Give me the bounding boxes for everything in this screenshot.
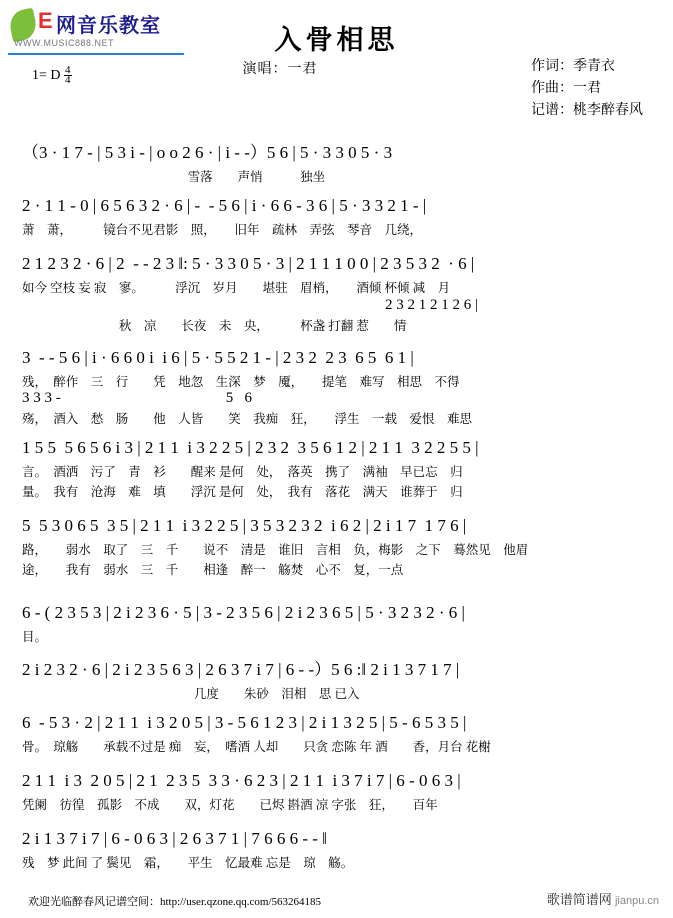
- time-denominator: 4: [65, 74, 71, 86]
- singer-credit: 演唱：一君: [242, 62, 318, 77]
- music-system-1: [0, 138, 673, 185]
- lyric-line: 如今 空枝 妄 寂 寥。 浮沉 岁月 堪驻 眉梢， 酒倾 杯倾 减 月: [22, 281, 451, 295]
- lyric-line-2: 途， 我有 弱水 三 千 相逢 醉一 觞焚 心不 复，一点: [22, 563, 404, 577]
- music-system-6: [0, 516, 673, 578]
- footer-watermark: [547, 889, 659, 908]
- lyric-line: 几度 朱砂 泪相 思 已入: [22, 687, 360, 701]
- credit-lyricist: 作词：季青衣: [531, 59, 615, 74]
- lyric-line: 言。 酒洒 污了 青 衫 醒来 是何 处， 落英 携了 满袖 早已忘 归: [22, 465, 463, 479]
- logo-url-text: WWW.MUSIC888.NET: [14, 38, 115, 48]
- time-signature: [64, 66, 72, 85]
- time-numerator: 4: [65, 64, 71, 76]
- lyric-line: 路， 弱水 取了 三 千 说不 清是 谁旧 言相 负，梅影 之下 蓦然见 他眉: [22, 543, 529, 557]
- credits-block: [531, 56, 643, 122]
- music-system-3: [0, 254, 673, 334]
- notation-line: 2 i 1 3 7 i 7 | 6 - 0 6 3 | 2 6 3 7 1 | 7 6 6 6 - - ‖: [22, 829, 327, 848]
- lyric-line: 目。: [22, 630, 48, 644]
- music-system-8: [0, 655, 673, 702]
- notation-line: 3 - - 5 6 | i · 6 6 0 i i 6 | 5 · 5 5 2 1 - | 2 3 2 2 3 6 5 6 1 |: [22, 348, 414, 367]
- lyric-line: 骨。 琼觞 承载不过是 痴 妄， 嗜酒 人却 只贪 恋陈 年 酒 香，月台 花榭: [22, 740, 491, 754]
- footer-site-name: 歌谱简谱网: [546, 892, 612, 907]
- notation-line: 1 5 5 5 6 5 6 i 3 | 2 1 1 i 3 2 2 5 | 2 3 2 3 5 6 1 2 | 2 1 1 3 2 2 5 5 |: [22, 438, 479, 457]
- music-system-9: [0, 713, 673, 755]
- notation-line: 2 · 1 1 - 0 | 6 5 6 3 2 · 6 | - - 5 6 | i · 6 6 - 3 6 | 5 · 3 3 2 1 - |: [22, 196, 427, 215]
- notation-line: 6 - ( 2 3 5 3 | 2 i 2 3 6 · 5 | 3 - 2 3 5 6 | 2 i 2 3 6 5 | 5 · 3 2 3 2 · 6 |: [22, 603, 465, 622]
- notation-line-alt: 3 3 3 - 5 6: [22, 390, 252, 406]
- music-system-11: [0, 829, 673, 871]
- music-system-7: [0, 603, 673, 645]
- notation-line: 5 5 3 0 6 5 3 5 | 2 1 1 i 3 2 2 5 | 3 5 3 2 3 2 i 6 2 | 2 i 1 7 1 7 6 |: [22, 516, 467, 535]
- lyric-line: 残 梦 此间 了 鬓见 霜， 平生 忆最难 忘是 琼 觞。: [22, 856, 354, 870]
- key-signature: [32, 66, 72, 85]
- logo-brand-text: 网音乐教室: [56, 15, 161, 37]
- notation-line: 6 - 5 3 · 2 | 2 1 1 i 3 2 0 5 | 3 - 5 6 1 2 3 | 2 i 1 3 2 5 | 5 - 6 5 3 5 |: [22, 713, 467, 732]
- footer-note: 欢迎光临醉春风记谱空间：http://user.qzone.qq.com/563264185: [28, 896, 322, 908]
- logo-letter-e: E: [38, 8, 53, 33]
- notation-line: 2 1 1 i 3 2 0 5 | 2 1 2 3 5 3 3 · 6 2 3 | 2 1 1 i 3 7 i 7 | 6 - 0 6 3 |: [22, 771, 461, 790]
- lyric-line: 凭阑 彷徨 孤影 不成 双，灯花 已烬 斟酒 凉 字张 狂， 百年: [22, 798, 438, 812]
- lyric-line-2: 秋 凉 长夜 未 央， 杯盏 打翻 惹 情: [22, 319, 407, 333]
- key-label: 1= D: [32, 68, 61, 83]
- credit-notator: 记谱：桃李醉春风: [531, 103, 643, 118]
- notation-line: （3 · 1 7 - | 5 3 i - | o o 2 6 · | i - -）5 6 | 5 · 3 3 0 5 · 3: [22, 143, 393, 162]
- lyric-line: 萧 萧， 镜台不见君影 照， 旧年 疏林 弄弦 琴音 几绕，: [22, 223, 423, 237]
- music-system-2: [0, 196, 673, 238]
- music-system-10: [0, 771, 673, 813]
- footer-site-url: jianpu.cn: [614, 895, 659, 907]
- credit-composer: 作曲：一君: [531, 81, 601, 96]
- lyric-line: 残， 醉作 三 行 凭 地忽 生深 梦 魇， 提笔 难写 相思 不得: [22, 375, 460, 389]
- lyric-line-2: 量。 我有 沧海 难 填 浮沉 是何 处， 我有 落花 满天 谁葬于 归: [22, 485, 463, 499]
- music-system-5: [0, 438, 673, 500]
- notation-line: 2 i 2 3 2 · 6 | 2 i 2 3 5 6 3 | 2 6 3 7 i 7 | 6 - -）5 6 :‖ 2 i 1 3 7 1 7 |: [22, 660, 460, 679]
- notation-line: 2 1 2 3 2 · 6 | 2 - - 2 3 ‖: 5 · 3 3 0 5 · 3 | 2 1 1 1 0 0 | 2 3 5 3 2 · 6 |: [22, 254, 475, 273]
- lyric-line-2: 殇， 酒入 愁 肠 他 人皆 笑 我痴 狂， 浮生 一载 爱恨 难思: [22, 412, 473, 426]
- page-title: 入骨相思: [274, 25, 399, 55]
- lyric-line: 雪落 声悄 独坐: [22, 170, 326, 184]
- notation-line-alt: 2 3 2 1 2 1 2 6 |: [385, 297, 479, 313]
- music-system-4: [0, 348, 673, 427]
